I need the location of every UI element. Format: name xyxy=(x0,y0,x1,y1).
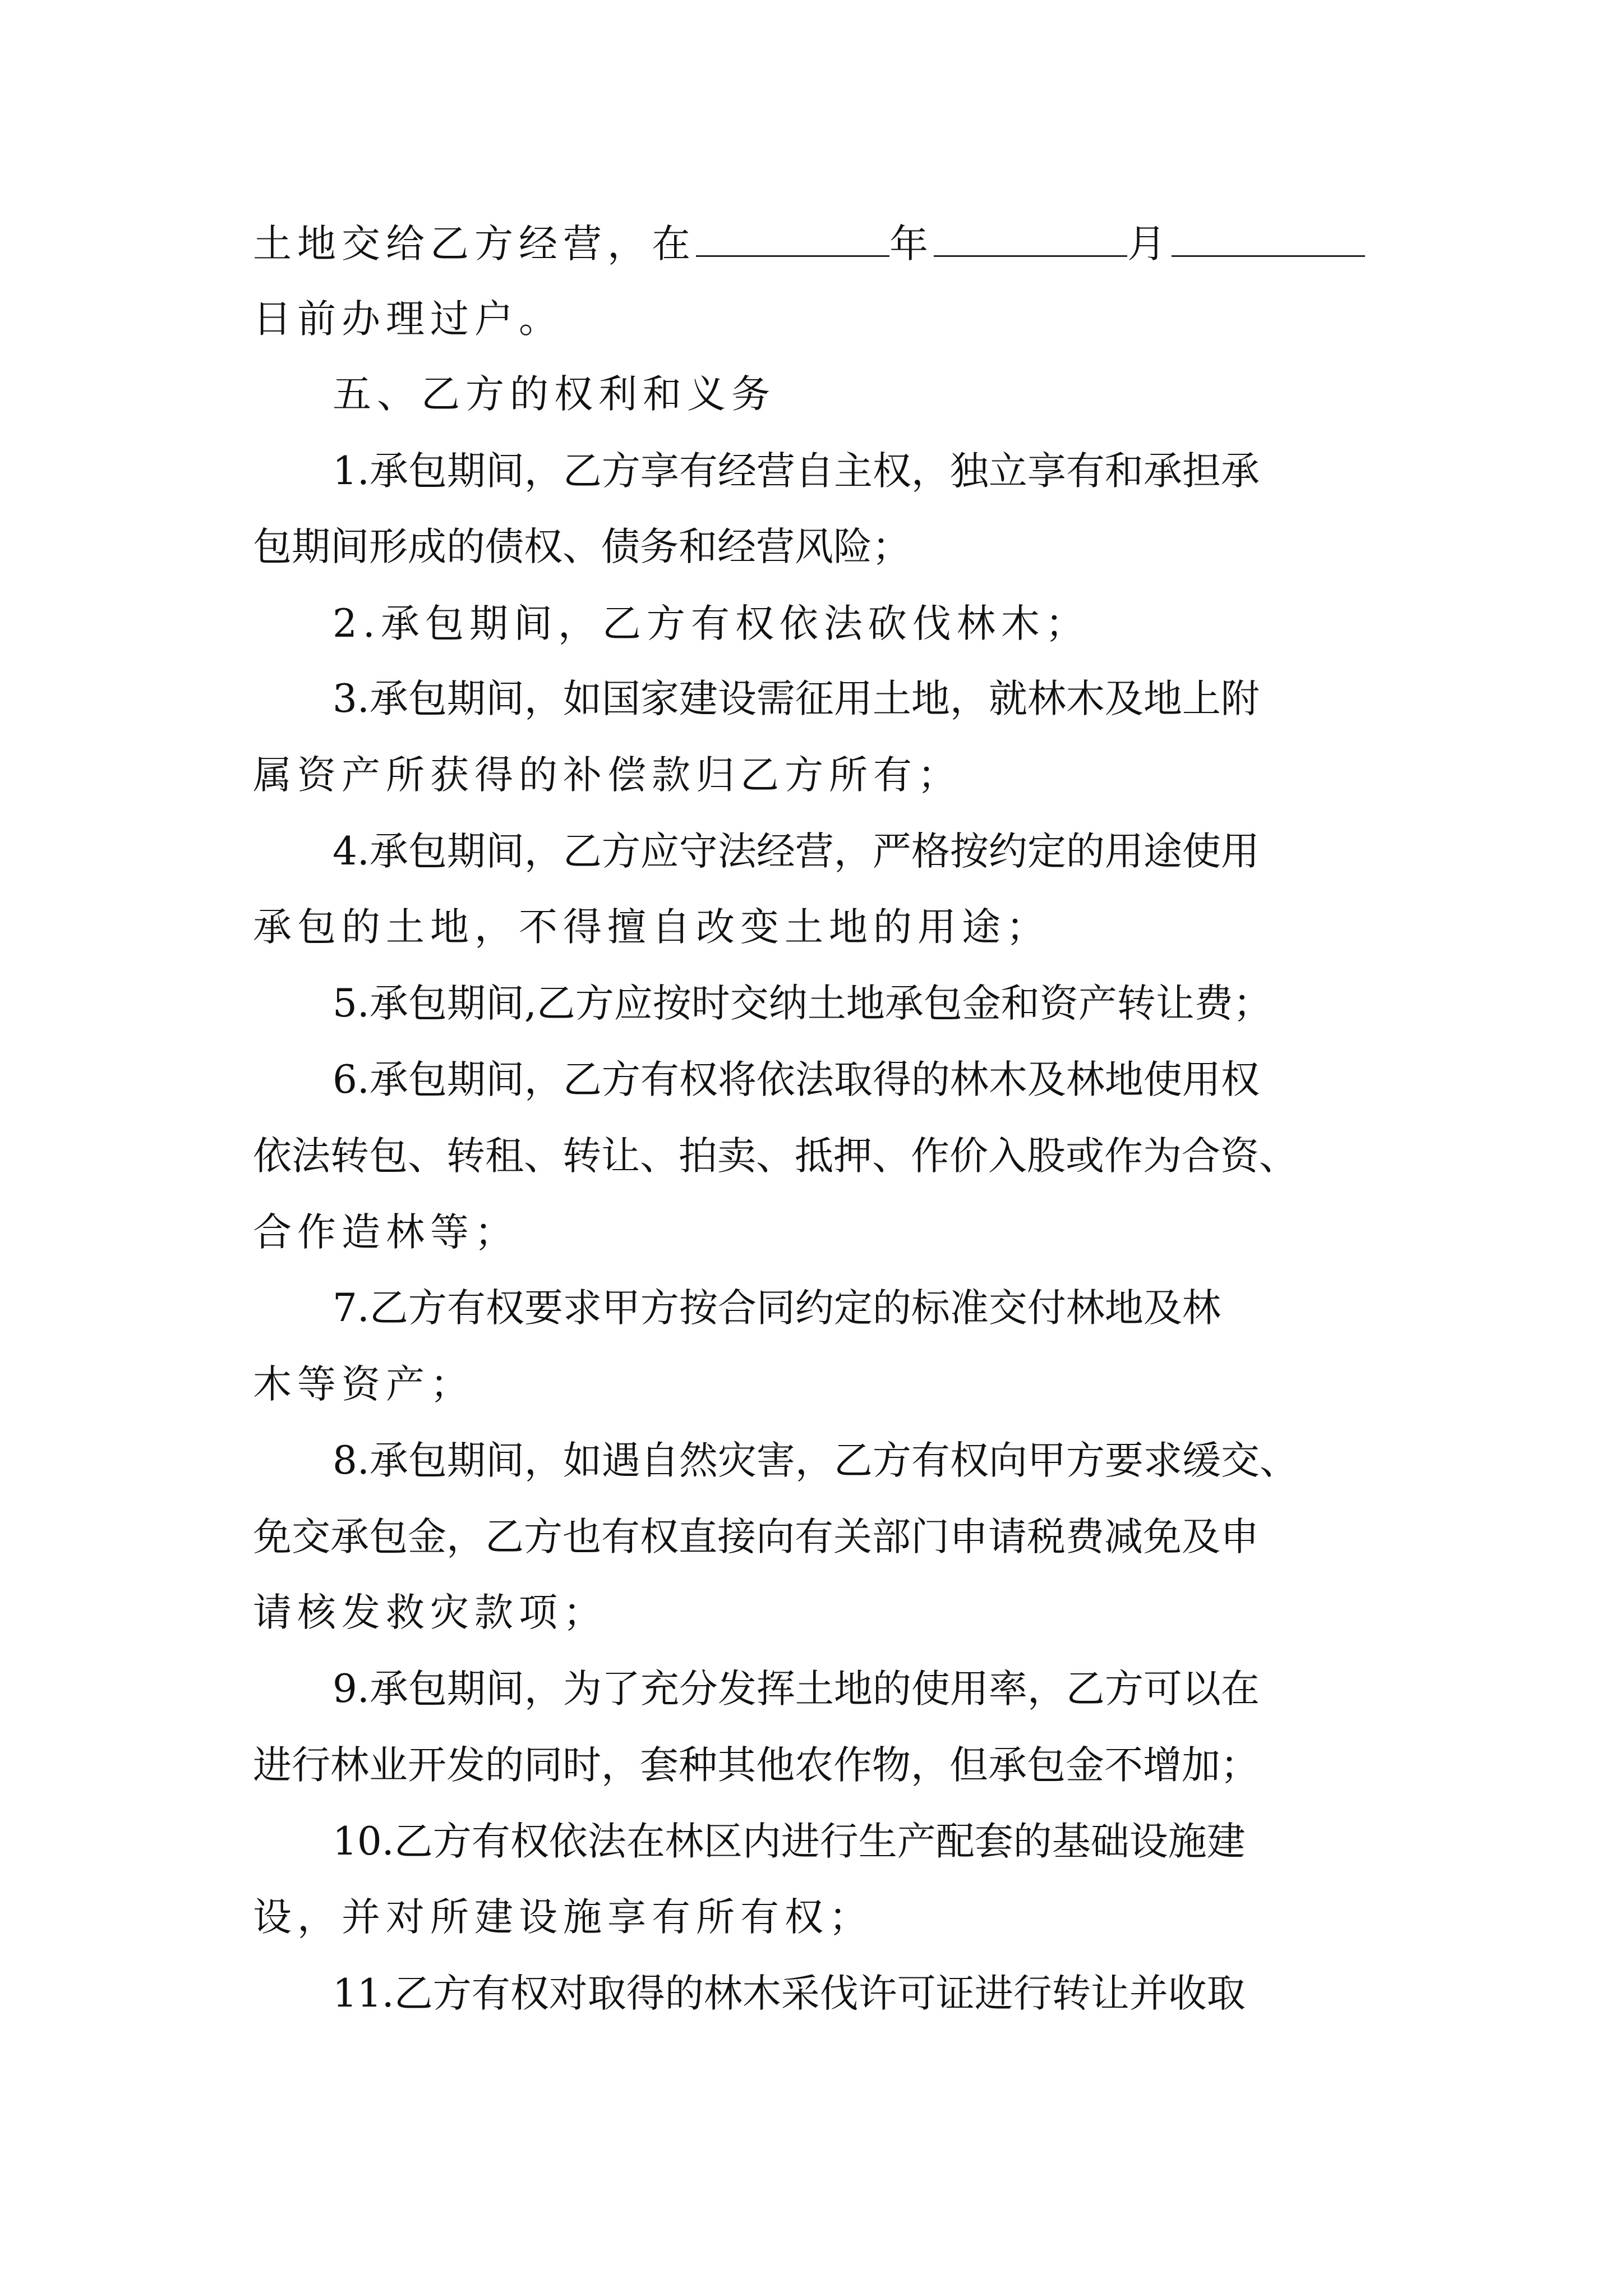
text-line xyxy=(253,1128,1386,1184)
line-text: 承包的土地，不得擅自改变土地的用途； xyxy=(253,905,1050,950)
line-text: 包期间形成的债权、债务和经营风险； xyxy=(253,524,911,569)
line-text: 属资产所获得的补偿款归乙方所有； xyxy=(253,753,962,798)
paragraph-first-line xyxy=(333,1814,1386,1870)
paragraph-first-line xyxy=(333,1966,1386,2022)
line-text: 1.承包期间，乙方享有经营自主权，独立享有和承担承 xyxy=(333,449,1260,494)
line-text: 合作造林等； xyxy=(253,1210,519,1255)
line-text: 3.承包期间，如国家建设需征用土地，就林木及地上附 xyxy=(333,677,1260,721)
paragraph-first-line xyxy=(333,1280,1386,1336)
line-text: 依法转包、转租、转让、拍卖、抵押、作价入股或作为合资、 xyxy=(253,1134,1298,1179)
section-heading xyxy=(333,366,1386,422)
blank-month-field[interactable] xyxy=(934,216,1127,257)
text-line xyxy=(253,1509,1386,1565)
paragraph-first-line xyxy=(333,596,1386,652)
line-text: 日前办理过户。 xyxy=(253,297,563,342)
line-text: 6.承包期间，乙方有权将依法取得的林木及林地使用权 xyxy=(333,1057,1260,1102)
blank-day-field[interactable] xyxy=(1172,216,1365,257)
line-text: 4.承包期间，乙方应守法经营，严格按约定的用途使用 xyxy=(333,829,1260,874)
line-text: 请核发救灾款项； xyxy=(253,1590,607,1635)
line-text: 设，并对所建设施享有所有权； xyxy=(253,1895,873,1940)
text-segment: 月 xyxy=(1127,222,1172,266)
text-line xyxy=(253,1737,1386,1793)
line-text: 进行林业开发的同时，套种其他农作物，但承包金不增加； xyxy=(253,1743,1259,1788)
text-segment: 年 xyxy=(889,222,934,266)
line-text: 5.承包期间,乙方应按时交纳土地承包金和资产转让费； xyxy=(333,981,1272,1026)
line-text: 7.乙方有权要求甲方按合同约定的标准交付林地及林 xyxy=(333,1286,1221,1331)
paragraph-first-line xyxy=(333,443,1386,499)
paragraph-first-line xyxy=(333,671,1386,727)
line-text: 木等资产； xyxy=(253,1362,474,1407)
line-text: 9.承包期间，为了充分发挥土地的使用率，乙方可以在 xyxy=(333,1667,1260,1711)
line-text: 10.乙方有权依法在林区内进行生产配套的基础设施建 xyxy=(333,1819,1246,1864)
text-line xyxy=(253,519,1386,575)
paragraph-first-line xyxy=(333,1661,1386,1717)
text-line xyxy=(253,747,1386,803)
line-text: 8.承包期间，如遇自然灾害，乙方有权向甲方要求缓交、 xyxy=(333,1438,1298,1483)
line-text: 11.乙方有权对取得的林木采伐许可证进行转让并收取 xyxy=(333,1971,1246,2016)
line-text: 2.承包期间，乙方有权依法砍伐林木； xyxy=(333,601,1090,646)
line-text: 免交承包金，乙方也有权直接向有关部门申请税费减免及申 xyxy=(253,1515,1259,1559)
heading-text: 五、乙方的权利和义务 xyxy=(333,372,776,417)
paragraph-first-line xyxy=(333,1052,1386,1108)
text-line xyxy=(253,291,1386,347)
paragraph-first-line xyxy=(333,1433,1386,1489)
text-line xyxy=(253,1356,1386,1412)
blank-year-field[interactable] xyxy=(696,216,889,257)
text-line xyxy=(253,1889,1386,1945)
text-segment: 土地交给乙方经营，在 xyxy=(253,222,696,266)
text-line xyxy=(253,1204,1386,1260)
paragraph-first-line xyxy=(333,823,1386,880)
text-line xyxy=(253,1585,1386,1641)
text-line xyxy=(253,899,1386,955)
paragraph-first-line xyxy=(333,976,1386,1032)
text-line xyxy=(253,216,1386,272)
